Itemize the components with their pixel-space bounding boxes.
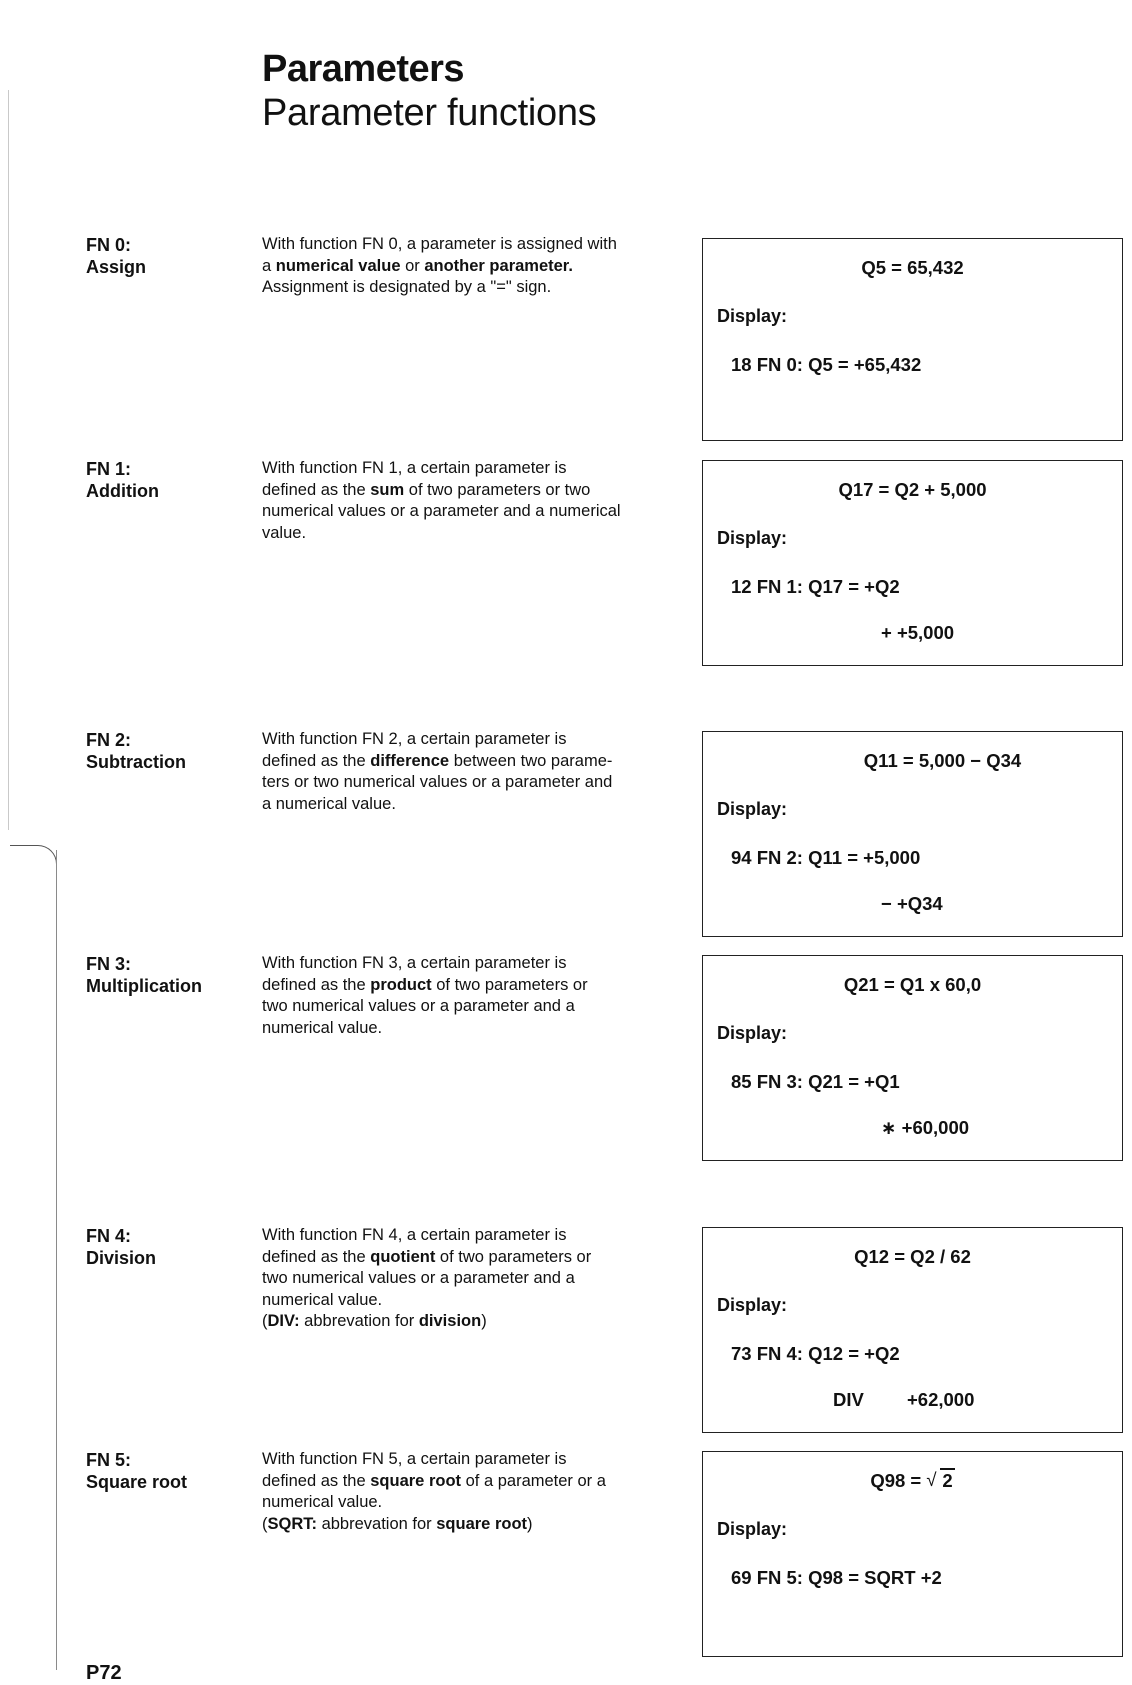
function-description xyxy=(262,1225,682,1333)
example-box xyxy=(702,1227,1123,1433)
page-subtitle: Parameter functions xyxy=(262,92,597,134)
example-box xyxy=(702,1451,1123,1657)
example-formula: Q11 = 5,000 − Q34 xyxy=(863,750,1022,771)
function-description xyxy=(262,458,682,544)
function-id: FN 4: xyxy=(86,1226,131,1246)
display-label: Display: xyxy=(717,1023,788,1043)
function-label xyxy=(86,1225,156,1269)
function-name: Subtraction xyxy=(86,752,187,772)
display-line: 85 FN 3: Q21 = +Q1 xyxy=(731,1071,900,1092)
function-id: FN 3: xyxy=(86,954,131,974)
example-formula: Q17 = Q2 + 5,000 xyxy=(838,479,987,500)
display-label: Display: xyxy=(717,1519,788,1539)
margin-rule-lower xyxy=(56,850,57,1670)
example-formula xyxy=(703,1470,1122,1492)
function-description xyxy=(262,953,682,1039)
margin-rule xyxy=(8,90,9,830)
desc-line: a numerical value. xyxy=(262,794,396,813)
display-line: 94 FN 2: Q11 = +5,000 xyxy=(731,847,921,868)
desc-line: With function FN 1, a certain parameter is xyxy=(262,459,567,477)
desc-line: numerical values or a parameter and a numerical xyxy=(262,502,621,520)
function-label xyxy=(86,234,146,278)
desc-line: (SQRT: abbrevation for square root) xyxy=(262,1514,533,1533)
desc-line: numerical value. xyxy=(262,1493,383,1511)
desc-line: With function FN 0, a parameter is assigned with xyxy=(262,235,617,253)
margin-curve xyxy=(10,845,57,864)
page-number: P72 xyxy=(86,1662,122,1684)
function-name: Division xyxy=(86,1248,157,1268)
desc-line: defined as the square root of a parameter or a xyxy=(262,1471,606,1490)
desc-line: numerical value. xyxy=(262,1018,383,1037)
display-label: Display: xyxy=(717,1295,788,1315)
function-label xyxy=(86,729,186,773)
display-line: 12 FN 1: Q17 = +Q2 xyxy=(731,576,900,597)
function-id: FN 0: xyxy=(86,235,131,255)
example-box xyxy=(702,460,1123,666)
function-name: Assign xyxy=(86,257,147,277)
example-formula: Q5 = 65,432 xyxy=(861,257,964,278)
function-description xyxy=(262,1449,682,1535)
function-id: FN 1: xyxy=(86,459,131,479)
square-root-symbol xyxy=(926,1470,954,1492)
formula-lhs: Q98 = xyxy=(870,1470,922,1491)
function-description xyxy=(262,234,682,299)
display-line: ∗ +60,000 xyxy=(881,1117,970,1138)
desc-line: defined as the product of two parameters or xyxy=(262,975,588,994)
desc-line: two numerical values or a parameter and a xyxy=(262,1269,575,1287)
desc-line: two numerical values or a parameter and a xyxy=(262,997,575,1015)
desc-line: defined as the difference between two parame- xyxy=(262,751,613,770)
display-line: 18 FN 0: Q5 = +65,432 xyxy=(731,354,922,375)
example-formula: Q12 = Q2 / 62 xyxy=(854,1246,971,1267)
desc-line: defined as the sum of two parameters or two xyxy=(262,480,591,499)
function-label xyxy=(86,953,202,997)
function-id: FN 5: xyxy=(86,1450,131,1470)
display-line: DIV xyxy=(833,1389,864,1410)
display-line: 69 FN 5: Q98 = SQRT +2 xyxy=(731,1567,942,1588)
display-label: Display: xyxy=(717,799,788,819)
display-line: − +Q34 xyxy=(881,893,943,914)
desc-line: With function FN 5, a certain parameter is xyxy=(262,1450,567,1468)
example-box xyxy=(702,955,1123,1161)
page-title: Parameters xyxy=(262,48,465,90)
desc-line: a numerical value or another parameter. xyxy=(262,256,573,275)
function-id: FN 2: xyxy=(86,730,131,750)
display-line: 73 FN 4: Q12 = +Q2 xyxy=(731,1343,900,1364)
function-label xyxy=(86,458,159,502)
function-name: Square root xyxy=(86,1472,188,1492)
desc-line: ters or two numerical values or a parameter and xyxy=(262,773,613,791)
desc-line: With function FN 3, a certain parameter is xyxy=(262,954,567,972)
function-name: Addition xyxy=(86,481,159,501)
desc-line: With function FN 4, a certain parameter is xyxy=(262,1226,567,1244)
function-label xyxy=(86,1449,187,1493)
desc-line: numerical value. xyxy=(262,1290,383,1309)
display-line: +62,000 xyxy=(907,1389,975,1410)
function-description xyxy=(262,729,682,815)
example-formula: Q21 = Q1 x 60,0 xyxy=(843,974,982,995)
desc-line: Assignment is designated by a "=" sign. xyxy=(262,278,552,296)
desc-line: (DIV: abbrevation for division) xyxy=(262,1312,487,1330)
formula-radicand: 2 xyxy=(942,1470,953,1491)
function-name: Multiplication xyxy=(86,976,202,996)
desc-line: value. xyxy=(262,523,307,542)
example-box xyxy=(702,238,1123,441)
display-line: + +5,000 xyxy=(881,622,955,643)
example-box xyxy=(702,731,1123,937)
display-label: Display: xyxy=(717,528,788,548)
desc-line: defined as the quotient of two parameters or xyxy=(262,1247,592,1266)
desc-line: With function FN 2, a certain parameter is xyxy=(262,730,567,748)
display-label: Display: xyxy=(717,306,788,326)
